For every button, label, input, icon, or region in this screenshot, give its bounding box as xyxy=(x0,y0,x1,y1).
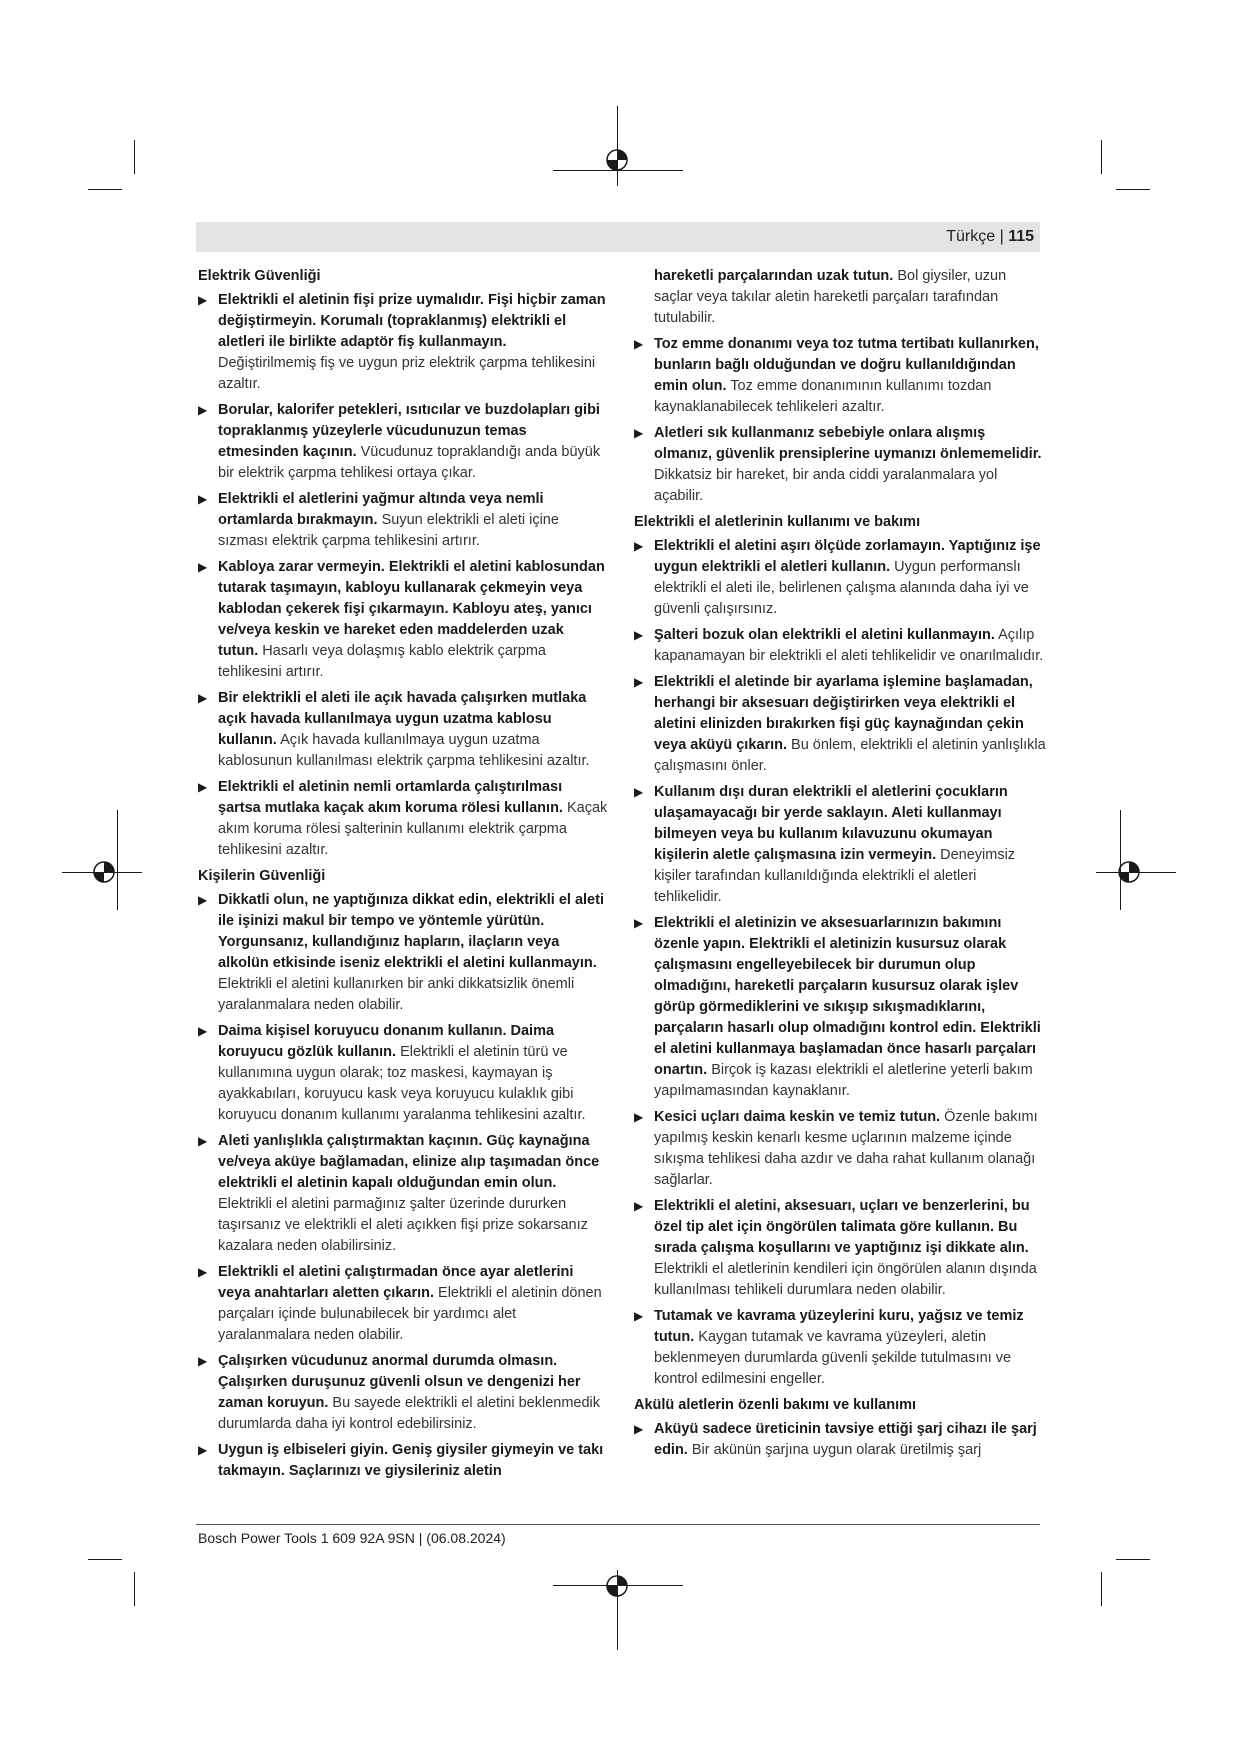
explanation-text: Elektrikli el aletinin dönen parçaları içinde bulunabilecek bir yardımcı alet yaralanmalara neden olabilir. xyxy=(218,1285,602,1343)
page-number: 115 xyxy=(1008,228,1034,245)
explanation-text: Bu sayede elektrikli el aletini beklenmedik durumlarda daha iyi kontrol edebilirsiniz. xyxy=(218,1395,601,1432)
bullet-arrow-icon: ▶ xyxy=(634,1422,644,1436)
explanation-text: Hasarlı veya dolaşmış kablo elektrik çarpma tehlikesini artırır. xyxy=(218,643,546,680)
safety-item xyxy=(198,1021,608,1126)
instruction-text: Aletleri sık kullanmanız sebebiyle onlara alışmış olmanız, güvenlik prensiplerine uymanızı önlememelidir. xyxy=(654,425,1042,462)
safety-item xyxy=(634,913,1046,1102)
safety-item xyxy=(198,688,608,772)
safety-item xyxy=(634,672,1046,777)
bullet-arrow-icon: ▶ xyxy=(634,675,644,689)
bullet-arrow-icon: ▶ xyxy=(198,691,208,705)
explanation-text: Elektrikli el aletini kullanırken bir anki dikkatsizlik önemli yaralanmalara neden olabilir. xyxy=(218,976,575,1013)
section-title: Akülü aletlerin özenli bakımı ve kullanımı xyxy=(634,1397,917,1413)
safety-item xyxy=(198,1131,608,1257)
crop-mark xyxy=(88,189,122,190)
bullet-arrow-icon: ▶ xyxy=(198,293,208,307)
safety-item xyxy=(634,423,1046,507)
footer: Bosch Power Tools 1 609 92A 9SN | (06.08.2024) xyxy=(198,1530,506,1546)
instruction-text: Uygun iş elbiseleri giyin. Geniş giysiler giymeyin ve takı takmayın. Saçlarınızı ve giysileriniz aletin xyxy=(218,1442,604,1479)
bullet-arrow-icon: ▶ xyxy=(198,1134,208,1148)
bullet-arrow-icon: ▶ xyxy=(198,560,208,574)
instruction-text: Elektrikli el aletini çalıştırmadan önce ayar aletlerini veya anahtarları aletten çıkarın. xyxy=(218,1264,574,1301)
explanation-text: Kaygan tutamak ve kavrama yüzeyleri, aletin beklenmeyen durumlarda güvenli şekilde tutulmasını ve kontrol edilmesini engeller. xyxy=(654,1329,1012,1387)
explanation-text: Açık havada kullanılmaya uygun uzatma kablosunun kullanılması elektrik çarpma tehlikesini azaltır. xyxy=(218,732,590,769)
registration-target-icon xyxy=(1117,860,1141,884)
explanation-text: Bir akünün şarjına uygun olarak üretilmiş şarj xyxy=(691,1442,982,1458)
explanation-text: Değiştirilmemiş fiş ve uygun priz elektrik çarpma tehlikesini azaltır. xyxy=(218,355,596,392)
section-title: Elektrikli el aletlerinin kullanımı ve bakımı xyxy=(634,514,921,530)
bullet-arrow-icon: ▶ xyxy=(198,780,208,794)
explanation-text: Özenle bakımı yapılmış keskin kenarlı kesme uçlarının malzeme içinde sıkışma tehlikesi daha azdır ve daha rahat kullanım olanağı sağlarlar. xyxy=(654,1109,1038,1188)
instruction-text: Elektrikli el aletini, aksesuarı, uçları ve benzerlerini, bu özel tip alet için öngörülen talimata göre kullanın. Bu sırada çalışma koşullarını ve yaptığınız işi dikkate alın. xyxy=(654,1198,1030,1256)
safety-item xyxy=(634,536,1046,620)
bullet-arrow-icon: ▶ xyxy=(198,1443,208,1457)
bullet-arrow-icon: ▶ xyxy=(634,1199,644,1213)
instruction-text: Elektrikli el aletini aşırı ölçüde zorlamayın. Yaptığınız işe uygun elektrikli el aletleri kullanın. xyxy=(654,538,1041,575)
safety-item xyxy=(634,1107,1046,1191)
instruction-text: Elektrikli el aletlerini yağmur altında veya nemli ortamlarda bırakmayın. xyxy=(218,491,544,528)
instruction-text: Şalteri bozuk olan elektrikli el aletini kullanmayın. xyxy=(654,627,995,643)
explanation-text: Bol giysiler, uzun saçlar veya takılar aletin hareketli parçaları tarafından tutulabilir. xyxy=(654,268,1007,326)
instruction-text: Elektrikli el aletinizin ve aksesuarlarınızın bakımını özenle yapın. Elektrikli el aletinizin kusursuz olarak çalışmasını engelleyebilecek bir durumun olup olmadığını, hareketli parçaların kusursuz olarak işlev görüp görmediklerini ve sıkışıp sıkışmadıklarını, parçaların hasarlı olup olmadığını kontrol edin. Elektrikli el aletini kullanmaya başlamadan önce hasarlı parçaları onartın. xyxy=(654,915,1041,1078)
crop-mark xyxy=(1116,1559,1150,1560)
bullet-arrow-icon: ▶ xyxy=(634,628,644,642)
registration-target-icon xyxy=(605,1574,629,1598)
bullet-arrow-icon: ▶ xyxy=(634,539,644,553)
safety-item xyxy=(634,1306,1046,1390)
instruction-text: Dikkatli olun, ne yaptığınıza dikkat edin, elektrikli el aleti ile işinizi makul bir tempo ve yöntemle yürütün. Yorgunsanız, kullandığınız hapların, ilaçların veya alkolün etkisinde iseniz elektrikli el aletini kullanmayın. xyxy=(218,892,604,971)
crop-mark xyxy=(134,140,135,174)
registration-line xyxy=(617,106,618,186)
instruction-text: Bir elektrikli el aleti ile açık havada çalışırken mutlaka açık havada kullanılmaya uygun uzatma kablosu kullanın. xyxy=(218,690,587,748)
crop-mark xyxy=(134,1572,135,1606)
safety-item xyxy=(198,890,608,1016)
right-column xyxy=(634,266,1046,1466)
safety-item xyxy=(198,1351,608,1435)
instruction-text: Borular, kalorifer petekleri, ısıtıcılar ve buzdolapları gibi topraklanmış yüzeylerle vücudunuzun temas etmesinden kaçının. xyxy=(218,402,600,460)
bullet-arrow-icon: ▶ xyxy=(634,785,644,799)
instruction-text: Daima kişisel koruyucu donanım kullanın. Daima koruyucu gözlük kullanın. xyxy=(218,1023,555,1060)
instruction-text: Tutamak ve kavrama yüzeylerini kuru, yağsız ve temiz tutun. xyxy=(654,1308,1024,1345)
registration-line xyxy=(117,810,118,910)
safety-item xyxy=(198,290,608,395)
crop-mark xyxy=(1116,189,1150,190)
instruction-text: hareketli parçalarından uzak tutun. xyxy=(654,268,894,284)
safety-item xyxy=(198,1262,608,1346)
safety-item xyxy=(634,625,1046,667)
bullet-arrow-icon: ▶ xyxy=(634,1110,644,1124)
instruction-text: Çalışırken vücudunuz anormal durumda olmasın. Çalışırken duruşunuz güvenli olsun ve dengenizi her zaman koruyun. xyxy=(218,1353,581,1411)
instruction-text: Aküyü sadece üreticinin tavsiye ettiği şarj cihazı ile şarj edin. xyxy=(654,1421,1037,1458)
bullet-arrow-icon: ▶ xyxy=(634,916,644,930)
bullet-arrow-icon: ▶ xyxy=(198,1265,208,1279)
explanation-text: Vücudunuz topraklandığı anda büyük bir elektrik çarpma tehlikesi ortaya çıkar. xyxy=(218,444,601,481)
instruction-text: Aleti yanlışlıkla çalıştırmaktan kaçının. Güç kaynağına ve/veya aküye bağlamadan, elinize alıp taşımadan önce elektrikli el aletinin kapalı olduğundan emin olun. xyxy=(218,1133,600,1191)
bullet-arrow-icon: ▶ xyxy=(634,337,644,351)
bullet-arrow-icon: ▶ xyxy=(634,1309,644,1323)
explanation-text: Kaçak akım koruma rölesi şalterinin kullanımı elektrik çarpma tehlikesini azaltır. xyxy=(218,800,608,858)
instruction-text: Elektrikli el aletinin fişi prize uymalıdır. Fişi hiçbir zaman değiştirmeyin. Korumalı (topraklanmış) elektrikli el aletleri ile birlikte adaptör fiş kullanmayın. xyxy=(218,292,606,350)
crop-mark xyxy=(88,1559,122,1560)
bullet-arrow-icon: ▶ xyxy=(198,492,208,506)
instruction-text: Elektrikli el aletinin nemli ortamlarda çalıştırılması şartsa mutlaka kaçak akım koruma rölesi kullanın. xyxy=(218,779,563,816)
header-label: Türkçe | 115 xyxy=(946,228,1034,245)
explanation-text: Elektrikli el aletini parmağınız şalter üzerinde dururken taşırsanız ve elektrikli el aleti açıkken fişi prize sokarsanız kazalara neden olabilirsiniz. xyxy=(218,1196,588,1254)
header-language: Türkçe xyxy=(946,228,996,245)
explanation-text: Deneyimsiz kişiler tarafından kullanıldığında elektrikli el aletleri tehlikelidir. xyxy=(654,847,1016,905)
safety-item xyxy=(198,557,608,683)
instruction-text: Elektrikli el aletinde bir ayarlama işlemine başlamadan, herhangi bir aksesuarı değiştirirken veya elektrikli el aletini elinizden bırakırken fişi güç kaynağından çekin veya aküyü çıkarın. xyxy=(654,674,1033,753)
bullet-arrow-icon: ▶ xyxy=(198,403,208,417)
page-header xyxy=(196,222,1040,252)
explanation-text: Dikkatsiz bir hareket, bir anda ciddi yaralanmalara yol açabilir. xyxy=(654,467,998,504)
safety-item xyxy=(198,489,608,552)
registration-target-icon xyxy=(605,148,629,172)
safety-item xyxy=(634,334,1046,418)
section-title: Elektrik Güvenliği xyxy=(198,268,321,284)
safety-item xyxy=(198,777,608,861)
instruction-text: Toz emme donanımı veya toz tutma tertibatı kullanırken, bunların bağlı olduğundan ve doğru kullanıldığından emin olun. xyxy=(654,336,1039,394)
explanation-text: Bu önlem, elektrikli el aletinin yanlışlıkla çalışmasını önler. xyxy=(654,737,1046,774)
explanation-text: Uygun performanslı elektrikli el aleti ile, belirlenen çalışma alanında daha iyi ve güvenli çalışırsınız. xyxy=(654,559,1029,617)
explanation-text: Elektrikli el aletinin türü ve kullanımına uygun olarak; toz maskesi, kaymayan iş ayakkabıları, koruyucu kask veya koruyucu kulaklık gibi koruyucu donanım kullanımı yaralanma tehlikesini azaltır. xyxy=(218,1044,586,1123)
footer-rule xyxy=(196,1524,1040,1525)
instruction-text: Kabloya zarar vermeyin. Elektrikli el aletini kablosundan tutarak taşımayın, kabloyu kullanarak çekmeyin veya kablodan çekerek fişi çıkarmayın. Kabloyu ateş, yanıcı ve/veya keskin ve hareket eden maddelerden uzak tutun. xyxy=(218,559,605,659)
bullet-arrow-icon: ▶ xyxy=(198,893,208,907)
registration-target-icon xyxy=(92,860,116,884)
safety-item-continued xyxy=(634,266,1046,329)
safety-item xyxy=(634,782,1046,908)
safety-item xyxy=(198,1440,608,1482)
bullet-arrow-icon: ▶ xyxy=(198,1024,208,1038)
explanation-text: Elektrikli el aletlerinin kendileri için öngörülen alanın dışında kullanılması tehlikeli durumlara neden olabilir. xyxy=(654,1261,1037,1298)
instruction-text: Kesici uçları daima keskin ve temiz tutun. xyxy=(654,1109,941,1125)
left-column xyxy=(198,266,608,1487)
crop-mark xyxy=(1101,1572,1102,1606)
explanation-text: Toz emme donanımının kullanımı tozdan kaynaklanabilecek tehlikeleri azaltır. xyxy=(654,378,992,415)
bullet-arrow-icon: ▶ xyxy=(634,426,644,440)
instruction-text: Kullanım dışı duran elektrikli el aletlerini çocukların ulaşamayacağı bir yerde saklayın. Aleti kullanmayı bilmeyen veya bu kullanım kılavuzunu okumayan kişilerin aletle çalışmasına izin vermeyin. xyxy=(654,784,1008,863)
explanation-text: Suyun elektrikli el aleti içine sızması elektrik çarpma tehlikesini artırır. xyxy=(218,512,559,549)
bullet-arrow-icon: ▶ xyxy=(198,1354,208,1368)
safety-item xyxy=(634,1196,1046,1301)
explanation-text: Birçok iş kazası elektrikli el aletlerine yeterli bakım yapılmamasından kaynaklanır. xyxy=(654,1062,1033,1099)
section-title: Kişilerin Güvenliği xyxy=(198,868,326,884)
explanation-text: Açılıp kapanamayan bir elektrikli el aleti tehlikelidir ve onarılmalıdır. xyxy=(654,627,1044,664)
crop-mark xyxy=(1101,140,1102,174)
safety-item xyxy=(198,400,608,484)
safety-item xyxy=(634,1419,1046,1461)
